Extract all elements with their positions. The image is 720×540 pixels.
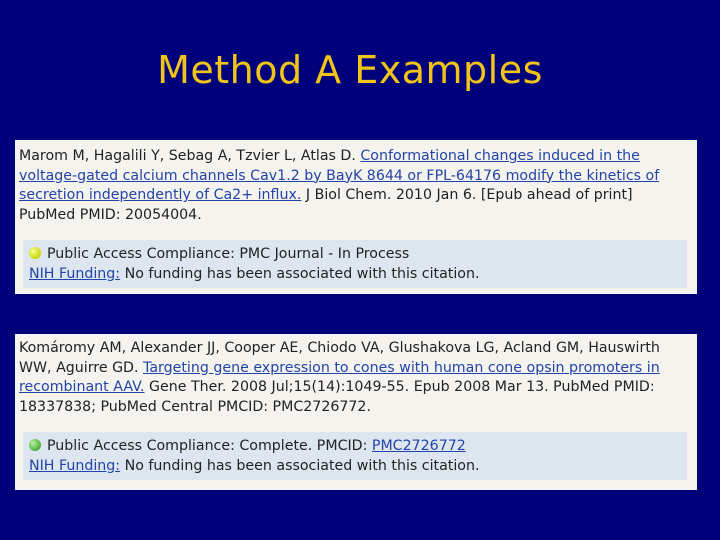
slide-title: Method A Examples (157, 48, 543, 92)
article-title-link[interactable]: Targeting gene expression to cones with human cone opsin promoters in recombinant AAV. (19, 359, 660, 395)
citation-text (15, 334, 697, 417)
citation-authors: Marom M, Hagalili Y, Sebag A, Tzvier L, Atlas D. (19, 148, 356, 164)
pubmed-pmid: PubMed PMID: 20054004. (19, 206, 202, 223)
pmcid-link[interactable]: PMC2726772 (371, 438, 466, 454)
compliance-line (29, 436, 681, 456)
article-title-link[interactable]: Conformational changes induced in the voltage-gated calcium channels Cav1.2 by BayK 8644 or FPL-64176 modify the kinetics of secretion independently of Ca2+ influx. (19, 148, 660, 203)
compliance-label: Public Access Compliance: Complete. PMCID: (47, 438, 368, 454)
journal-info: J Biol Chem. 2010 Jan 6. [Epub ahead of print] (305, 187, 633, 203)
compliance-box (23, 240, 687, 288)
citation-text (15, 140, 697, 225)
citation-card-1 (15, 140, 697, 294)
compliance-label: Public Access Compliance: PMC Journal - In Process (47, 246, 410, 262)
citation-authors: Komáromy AM, Alexander JJ, Cooper AE, Chiodo VA, Glushakova LG, Acland GM, Hauswirth WW, Aguirre GD. (19, 340, 660, 376)
citation-card-2 (15, 334, 697, 490)
funding-line (29, 264, 681, 284)
funding-text: No funding has been associated with this citation. (124, 458, 480, 474)
nih-funding-link[interactable]: NIH Funding: (29, 458, 121, 474)
nih-funding-link[interactable]: NIH Funding: (29, 266, 121, 282)
funding-text: No funding has been associated with this citation. (124, 266, 480, 282)
journal-info: Gene Ther. 2008 Jul;15(14):1049-55. Epub 2008 Mar 13. PubMed PMID: 18337838; PubMed Central PMCID: PMC2726772. (19, 379, 655, 415)
status-dot-icon (29, 247, 41, 259)
status-dot-icon (29, 439, 41, 451)
compliance-line (29, 244, 681, 264)
funding-line (29, 456, 681, 476)
compliance-box (23, 432, 687, 480)
